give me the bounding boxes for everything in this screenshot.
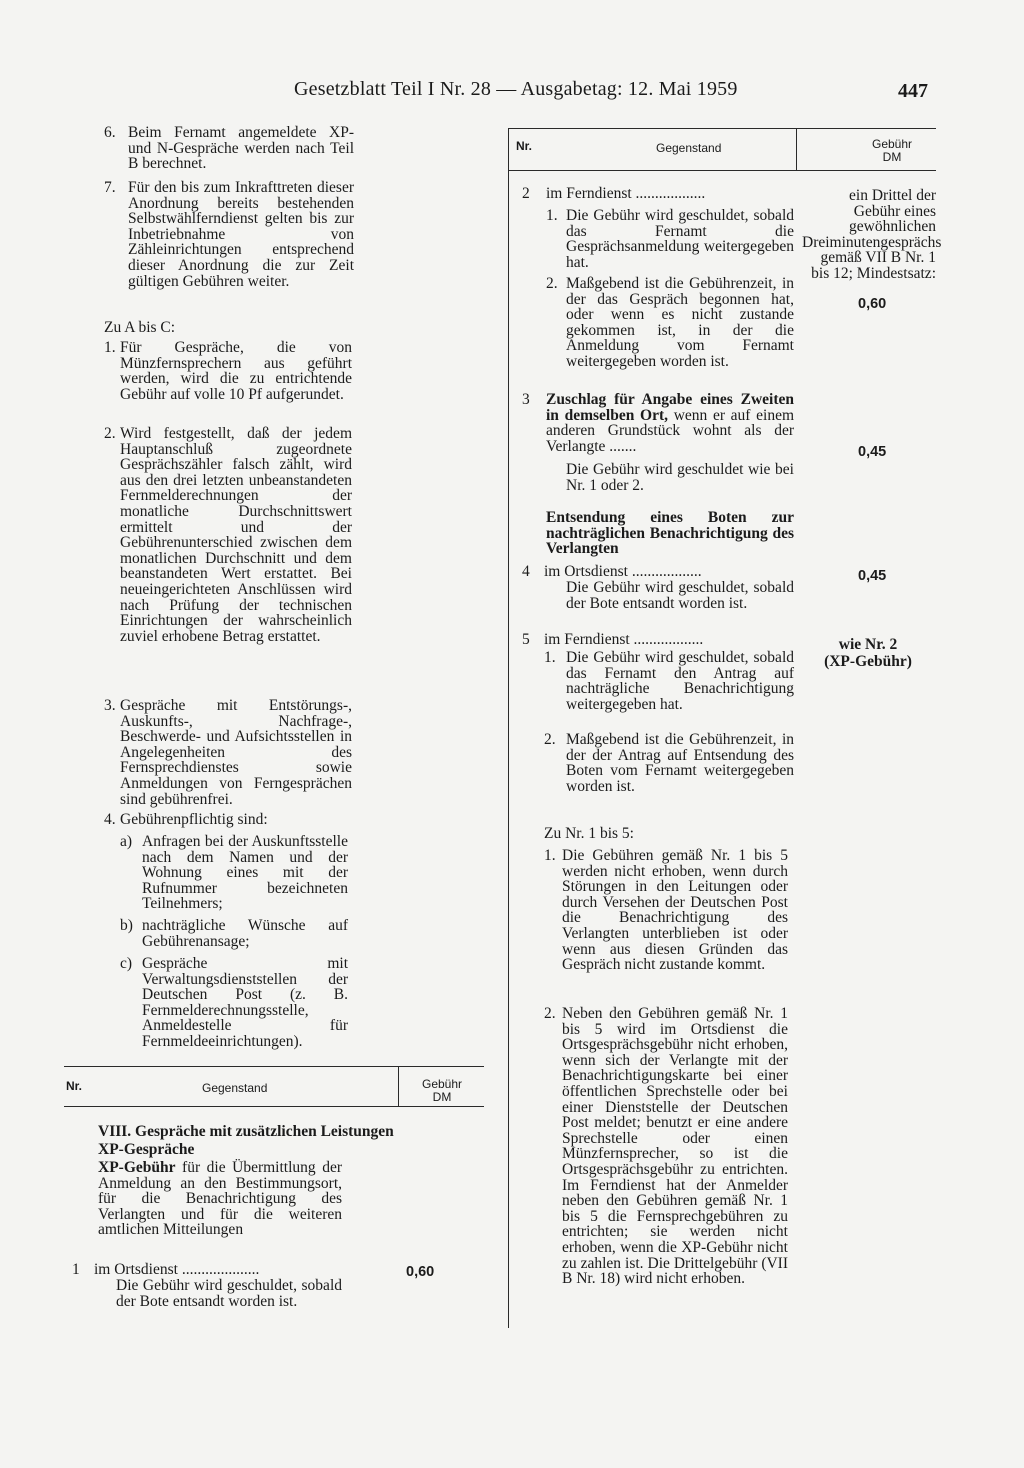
row-note: Die Gebühr wird geschuldet wie bei Nr. 1 oder 2.	[566, 461, 794, 494]
row-number: 5	[522, 631, 530, 648]
fee-description	[808, 636, 928, 670]
page-header-title: Gesetzblatt Teil I Nr. 28 — Ausgabetag: 12. Mai 1959	[294, 78, 738, 100]
section-heading-zu-nr-1-bis-5: Zu Nr. 1 bis 5:	[544, 825, 634, 842]
row-number: 3	[522, 391, 530, 408]
section-viii-title: VIII. Gespräche mit zusätzlichen Leistungen	[98, 1123, 394, 1140]
paragraph-text: Für den bis zum Inkrafttreten dieser Anordnung bereits bestehenden Selbstwählferndienst gelten bis zur Inbetriebnahme von Zähleinrichtungen entsprechend dieser Anordnung die zur Zeit gültigen Gebühren weiter.	[128, 179, 354, 290]
row-number: 2	[522, 185, 530, 202]
note-4c	[142, 956, 348, 1050]
table-rule-top	[508, 128, 936, 129]
row-label: im Ferndienst ..................	[546, 185, 706, 202]
row-label-bold: Zuschlag für Angabe eines Zweiten in demselben Ort,	[546, 391, 794, 424]
row-label: im Ortsdienst ..................	[544, 563, 702, 580]
fee-value: 0,60	[406, 1264, 435, 1280]
fee-value: 0,60	[858, 296, 887, 312]
item-number: 2.	[544, 1005, 556, 1022]
table-header-gegenstand: Gegenstand	[202, 1081, 268, 1095]
xp-heading: XP-Gespräche	[98, 1141, 195, 1158]
subitem-letter: a)	[120, 833, 133, 850]
page-number: 447	[898, 80, 928, 102]
row-label: im Ferndienst ..................	[544, 631, 704, 648]
note-z2: Neben den Gebühren gemäß Nr. 1 bis 5 wird im Ortsdienst die Ortsgesprächsgebühr nicht erhoben, wenn sich der Verlangte mit der Benachrichtigungskarte bei einer öffentlichen Sprechstelle oder bei einer Dienststelle der Deutschen Post meldet; benutzt er eine andere Sprechstelle oder einen Münzfernsprecher, so ist die Ortsgesprächsgebühr zu entrichten. Im Ferndienst hat der Anmelder neben den Gebühren gemäß Nr. 1 bis 5 die Fernsprechgebühren zu entrichten; sie werden nicht erhoben, wenn die XP-Gebühr nicht zu zahlen ist. Die Drittelgebühr (VII B Nr. 18) wird nicht erhoben.	[562, 1005, 788, 1288]
table-rule-top	[64, 1066, 484, 1067]
xp-text: für die Übermittlung der Anmeldung an den Bestimmungsort, für die Benachrichtigung des Verlangten und für die weiteren amtlichen Mitteilungen	[98, 1159, 342, 1239]
item-number: 7.	[104, 179, 116, 196]
table-left-border	[508, 128, 509, 1328]
item-number: 2.	[546, 275, 558, 292]
paragraph-6	[128, 125, 354, 172]
paragraph-text: nachträgliche Wünsche auf Gebührenansage;	[142, 917, 348, 950]
note-z1: Die Gebühren gemäß Nr. 1 bis 5 werden nicht erhoben, wenn durch Störungen in den Leitungen oder durch Versehen der Deutschen Post die Benachrichtigung des Verlangten unterblieben ist oder wenn aus diesen Gründen das Gespräch nicht zustande kommt.	[562, 847, 788, 974]
fee-line: wie Nr. 2	[838, 636, 898, 653]
table-header-gebuehr	[412, 1078, 472, 1104]
item-number: 3.	[104, 697, 116, 714]
paragraph-text: Wird festgestellt, daß der jedem Hauptanschluß zugeordnete Gesprächszähler falsch zählt, wird aus den drei letzten unbeanstandeten Fernmelderechnungen der monatliche Durchschnittswert ermittelt und der Gebührenunterschied zwischen dem monatlichen Durchschnitt und dem beanstandeten Wert erstattet. Bei neueingerichteten Anschlüssen wird nach Prüfung der technischen Einrichtungen der wahrscheinlich zuviel erhobene Betrag erstattet.	[120, 425, 352, 645]
paragraph-text: Für Gespräche, die von Münzfernsprechern aus geführt werden, wird die zu entrichtende Gebühr auf volle 10 Pf aufgerundet.	[120, 339, 352, 403]
xp-fee-description	[98, 1160, 342, 1238]
item-number: 4.	[104, 811, 116, 828]
fee-value: 0,45	[858, 444, 887, 460]
row-note: Die Gebühr wird geschuldet, sobald das Fernamt den Antrag auf nachträgliche Benachrichtigung weitergegeben hat.	[566, 649, 794, 713]
note-4a	[142, 834, 348, 912]
fee-description: ein Drittel der Gebühr eines gewöhnlichen Dreiminutengesprächs gemäß VII B Nr. 1 bis 12; Mindestsatz:	[802, 187, 942, 282]
table-header-gebuehr-label: Gebühr	[421, 1077, 463, 1091]
note-3	[120, 698, 352, 807]
fee-value: 0,45	[858, 568, 887, 584]
table-header-dm: DM	[432, 1090, 452, 1104]
row-note: Die Gebühr wird geschuldet, sobald der Bote entsandt worden ist.	[116, 1277, 342, 1310]
item-number: 2.	[104, 425, 116, 442]
row-note: Die Gebühr wird geschuldet, sobald das Fernamt die Gesprächsanmeldung weitergegeben hat.	[566, 207, 794, 271]
note-2	[120, 426, 352, 644]
table-column-divider	[796, 128, 797, 170]
paragraph-text: Anfragen bei der Auskunftsstelle nach dem Namen und der Wohnung eines mit der Rufnummer bezeichneten Teilnehmers;	[142, 833, 348, 913]
item-number: 1.	[544, 847, 556, 864]
fee-line: (XP-Gebühr)	[824, 653, 912, 670]
table-header-gebuehr	[862, 138, 922, 164]
row-number: 1	[72, 1261, 80, 1278]
paragraph-7	[128, 180, 354, 289]
row-note: Maßgebend ist die Gebührenzeit, in der das Gespräch begonnen hat, oder wenn es nicht zustande gekommen ist, in der die Anmeldung vom Fernamt weitergegeben worden ist.	[566, 275, 794, 370]
paragraph-text: Gebührenpflichtig sind:	[120, 811, 268, 828]
table-header-gegenstand: Gegenstand	[656, 141, 722, 155]
xp-term: XP-Gebühr	[98, 1159, 176, 1176]
table-rule-bottom	[508, 170, 936, 171]
note-1	[120, 340, 352, 402]
row-label	[546, 392, 794, 454]
row-label-text: wenn er auf einem anderen Grundstück wohnt als der Verlangte .......	[546, 406, 795, 455]
subitem-letter: b)	[120, 917, 133, 934]
item-number: 1.	[104, 339, 116, 356]
item-number: 2.	[544, 731, 556, 748]
row-note: Die Gebühr wird geschuldet, sobald der Bote entsandt worden ist.	[566, 579, 794, 612]
paragraph-text: Gespräche mit Verwaltungsdienststellen der Deutschen Post (z. B. Fernmelderechnungsstelle, Anmeldestelle für Fernmeldeeinrichtungen).	[142, 955, 348, 1050]
note-4b	[142, 918, 348, 949]
boten-heading: Entsendung eines Boten zur nachträglichen Benachrichtigung des Verlangten	[546, 509, 794, 558]
table-header-nr: Nr.	[516, 139, 533, 153]
table-rule-bottom	[64, 1106, 484, 1107]
row-note: Maßgebend ist die Gebührenzeit, in der der Antrag auf Entsendung des Boten vom Fernamt weitergegeben worden ist.	[566, 731, 794, 795]
item-number: 1.	[544, 649, 556, 666]
item-number: 6.	[104, 124, 116, 141]
paragraph-text: Gespräche mit Entstörungs-, Auskunfts-, Nachfrage-, Beschwerde- und Aufsichtsstellen in Angelegenheiten des Fernsprechdienstes sowie Anmeldungen von Ferngesprächen sind gebührenfrei.	[120, 697, 352, 808]
note-4	[120, 812, 352, 828]
table-column-divider	[398, 1066, 399, 1106]
table-header-nr: Nr.	[66, 1079, 83, 1093]
item-number: 1.	[546, 207, 558, 224]
table-header-gebuehr-label: Gebühr	[871, 137, 913, 151]
subitem-letter: c)	[120, 955, 133, 972]
row-number: 4	[522, 563, 530, 580]
table-header-dm: DM	[882, 150, 902, 164]
row-label: im Ortsdienst ....................	[94, 1261, 260, 1278]
section-heading-zu-a-bis-c: Zu A bis C:	[104, 319, 176, 336]
paragraph-text: Beim Fernamt angemeldete XP- und N-Gespräche werden nach Teil B berechnet.	[128, 124, 354, 173]
